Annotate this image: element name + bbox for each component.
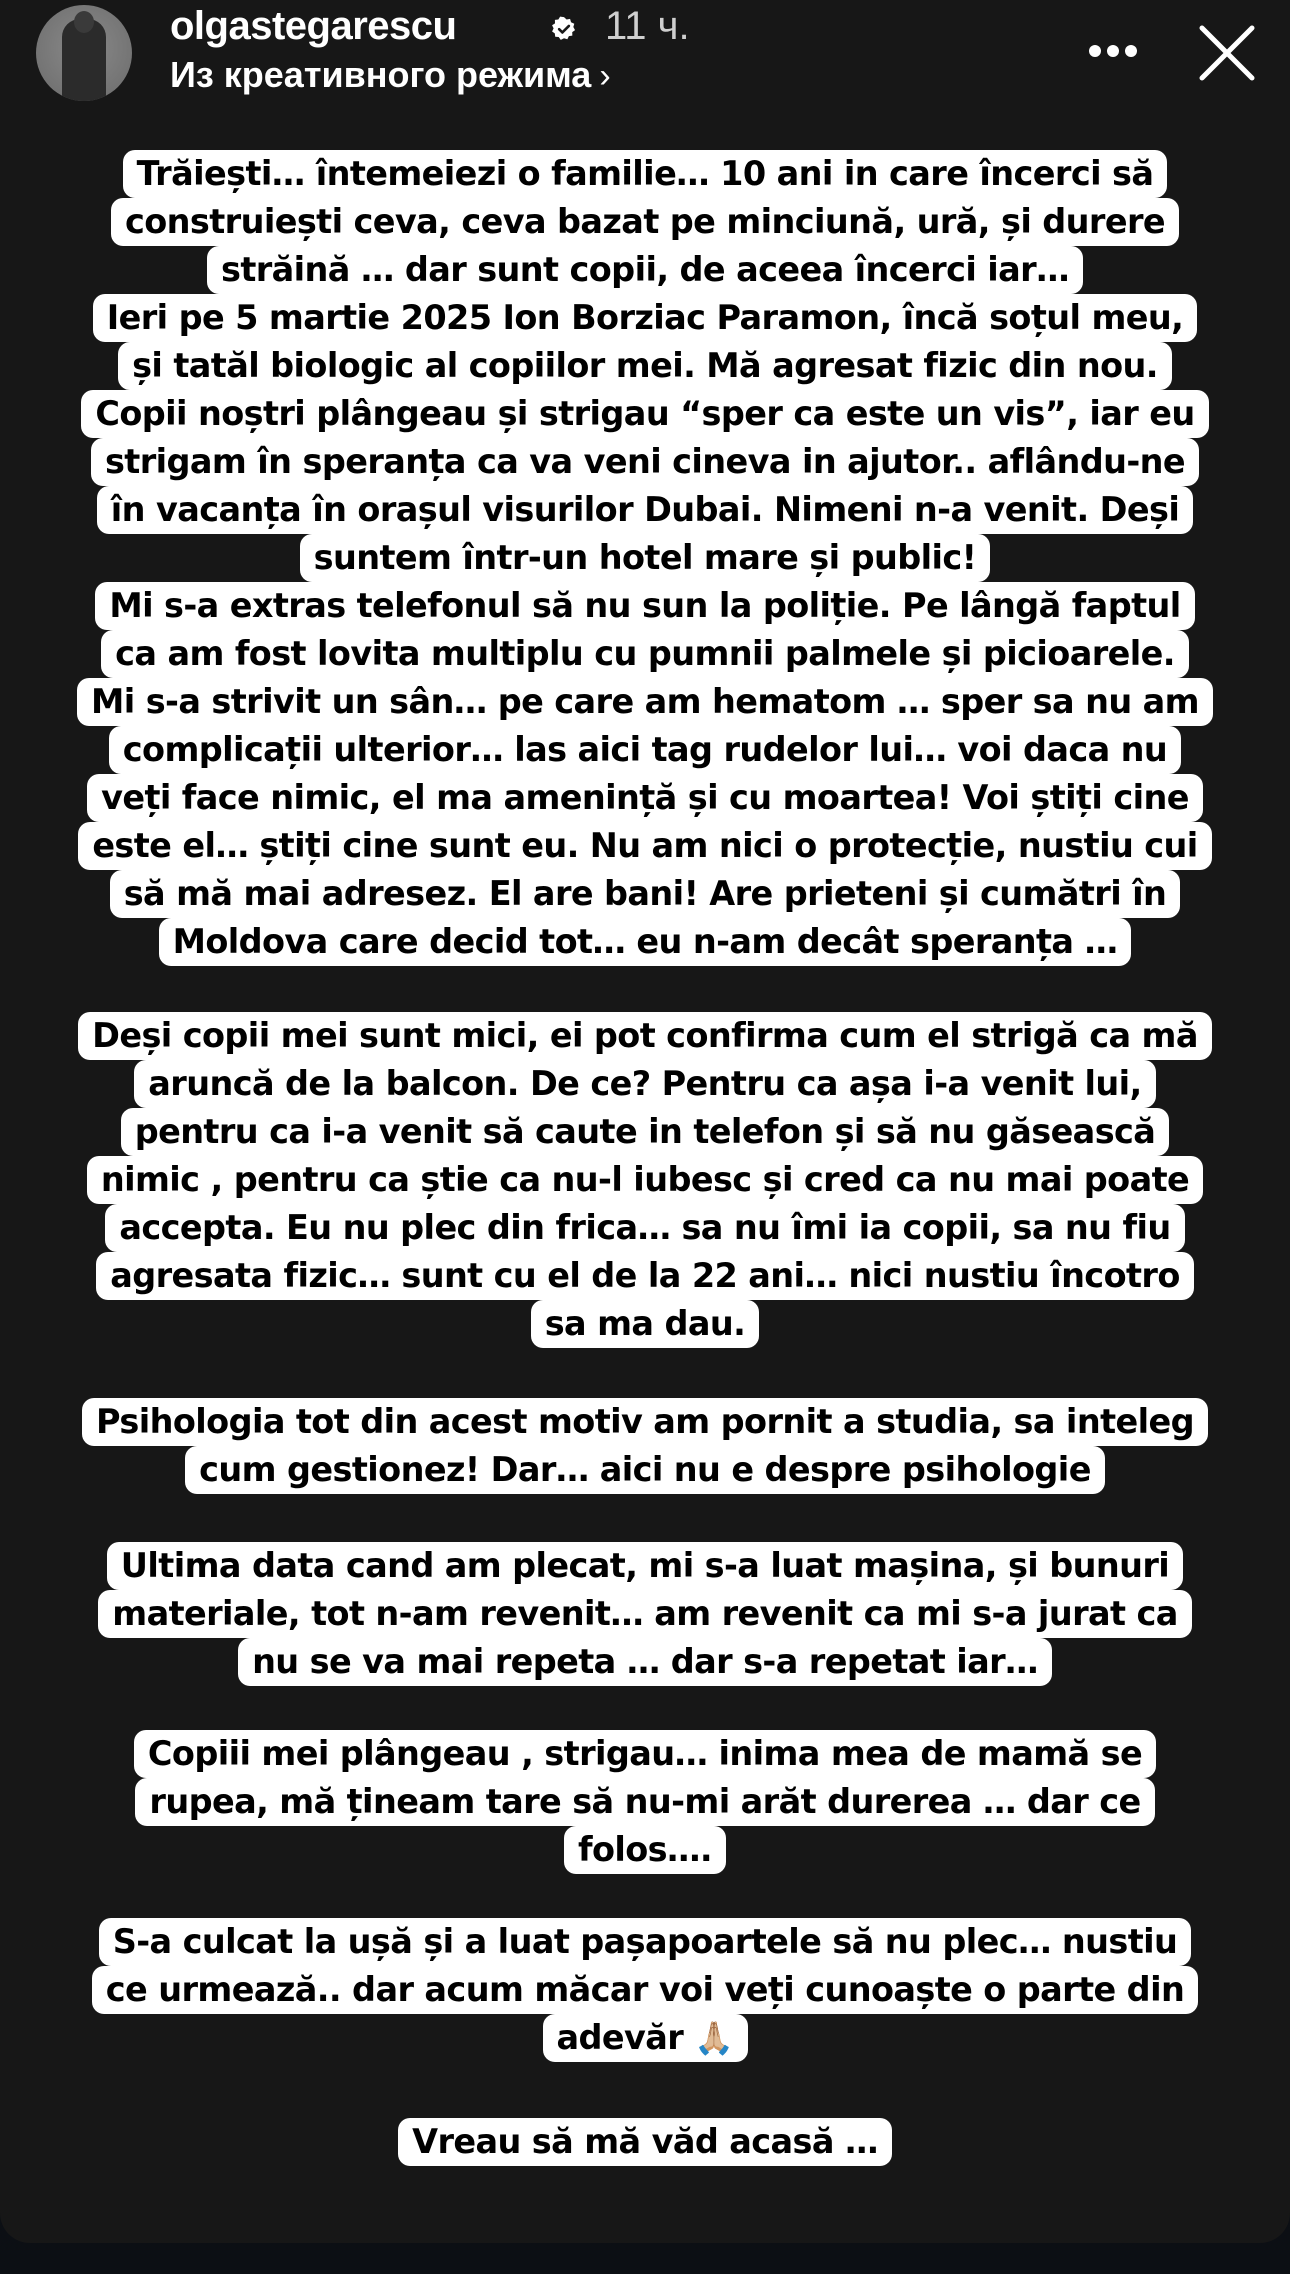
more-options-button[interactable] [1085, 36, 1141, 66]
text-line: agresata fizic… sunt cu el de la 22 ani… nici nustiu încotro [96, 1252, 1194, 1300]
story-header [0, 0, 1290, 120]
text-line: să mă mai adresez. El are bani! Are prieteni și cumătri în [110, 870, 1181, 918]
text-line: Mi s-a strivit un sân… pe care am hematom … sper sa nu am [77, 678, 1213, 726]
text-line: străină … dar sunt copii, de aceea încerci iar… [207, 246, 1083, 294]
avatar-head [74, 11, 94, 33]
username[interactable]: olgastegarescu [170, 4, 457, 48]
text-line: construiești ceva, ceva bazat pe minciună, ură, și durere [111, 198, 1179, 246]
text-line: Copiii mei plângeau , strigau… inima mea de mamă se [134, 1730, 1156, 1778]
text-line: și tatăl biologic al copiilor mei. Mă agresat fizic din nou. [118, 342, 1172, 390]
text-line: Copii noștri plângeau și strigau “sper ca este un vis”, iar eu [81, 390, 1208, 438]
verified-badge-icon [551, 16, 577, 42]
text-line: Psihologia tot din acest motiv am pornit a studia, sa inteleg [82, 1398, 1208, 1446]
text-line: nu se va mai repeta … dar s-a repetat iar… [238, 1638, 1052, 1686]
text-line: sa ma dau. [531, 1300, 760, 1348]
subtitle-label: Из креативного режима [170, 54, 592, 95]
chevron-right-icon: › [599, 57, 611, 95]
text-block-5 [0, 1730, 1290, 1874]
more-dot [1107, 45, 1119, 57]
text-block-6 [0, 1918, 1290, 2062]
time-ago: 11 ч. [605, 4, 690, 48]
text-block-1 [0, 150, 1290, 966]
more-dot [1125, 45, 1137, 57]
text-line: Mi s-a extras telefonul să nu sun la poliție. Pe lângă faptul [95, 582, 1194, 630]
text-line: veți face nimic, el ma amenință și cu moartea! Voi știți cine [87, 774, 1203, 822]
text-line: strigam în speranța ca va veni cineva in ajutor.. aflându-ne [91, 438, 1199, 486]
more-dot [1089, 45, 1101, 57]
text-line-label: adevăr [556, 2018, 684, 2057]
text-line: S-a culcat la ușă și a luat pașapoartele să nu plec… nustiu [99, 1918, 1192, 1966]
text-block-3 [0, 1398, 1290, 1494]
text-line: ca am fost lovita multiplu cu pumnii palmele și picioarele. [101, 630, 1189, 678]
text-line: Deși copii mei sunt mici, ei pot confirma cum el strigă ca mă [78, 1012, 1212, 1060]
text-line: este el… știți cine sunt eu. Nu am nici o protecție, nustiu cui [78, 822, 1211, 870]
text-line: pentru ca i-a venit să caute in telefon și să nu găsească [121, 1108, 1170, 1156]
creative-mode-link[interactable] [170, 54, 611, 96]
praying-hands-icon: 🙏🏼 [694, 2019, 734, 2057]
text-line: Vreau să mă văd acasă … [398, 2118, 892, 2166]
text-line: materiale, tot n-am revenit… am revenit ca mi s-a jurat ca [98, 1590, 1191, 1638]
text-line: Moldova care decid tot… eu n-am decât speranța … [159, 918, 1132, 966]
text-block-4 [0, 1542, 1290, 1686]
close-icon[interactable] [1196, 22, 1258, 84]
text-block-7 [0, 2118, 1290, 2166]
text-line: rupea, mă țineam tare să nu-mi arăt durerea … dar ce [135, 1778, 1154, 1826]
text-line: complicații ulterior… las aici tag rudelor lui… voi daca nu [109, 726, 1181, 774]
text-line: aruncă de la balcon. De ce? Pentru ca așa i-a venit lui, [134, 1060, 1155, 1108]
text-line: Ieri pe 5 martie 2025 Ion Borziac Paramon, încă soțul meu, [93, 294, 1198, 342]
text-line [543, 2014, 748, 2062]
text-block-2 [0, 1012, 1290, 1348]
avatar[interactable] [36, 5, 132, 101]
text-line: suntem într-un hotel mare și public! [300, 534, 991, 582]
text-line: Ultima data cand am plecat, mi s-a luat mașina, și bunuri [107, 1542, 1183, 1590]
text-line: folos…. [564, 1826, 726, 1874]
text-line: cum gestionez! Dar… aici nu e despre psihologie [185, 1446, 1105, 1494]
text-line: accepta. Eu nu plec din frica… sa nu îmi ia copii, sa nu fiu [105, 1204, 1184, 1252]
text-line: Trăiești… întemeiezi o familie… 10 ani in care încerci să [123, 150, 1168, 198]
text-line: ce urmează.. dar acum măcar voi veți cunoaște o parte din [92, 1966, 1198, 2014]
text-line: în vacanța în orașul visurilor Dubai. Nimeni n-a venit. Deși [97, 486, 1193, 534]
text-line: nimic , pentru ca știe ca nu-l iubesc și cred ca nu mai poate [87, 1156, 1203, 1204]
